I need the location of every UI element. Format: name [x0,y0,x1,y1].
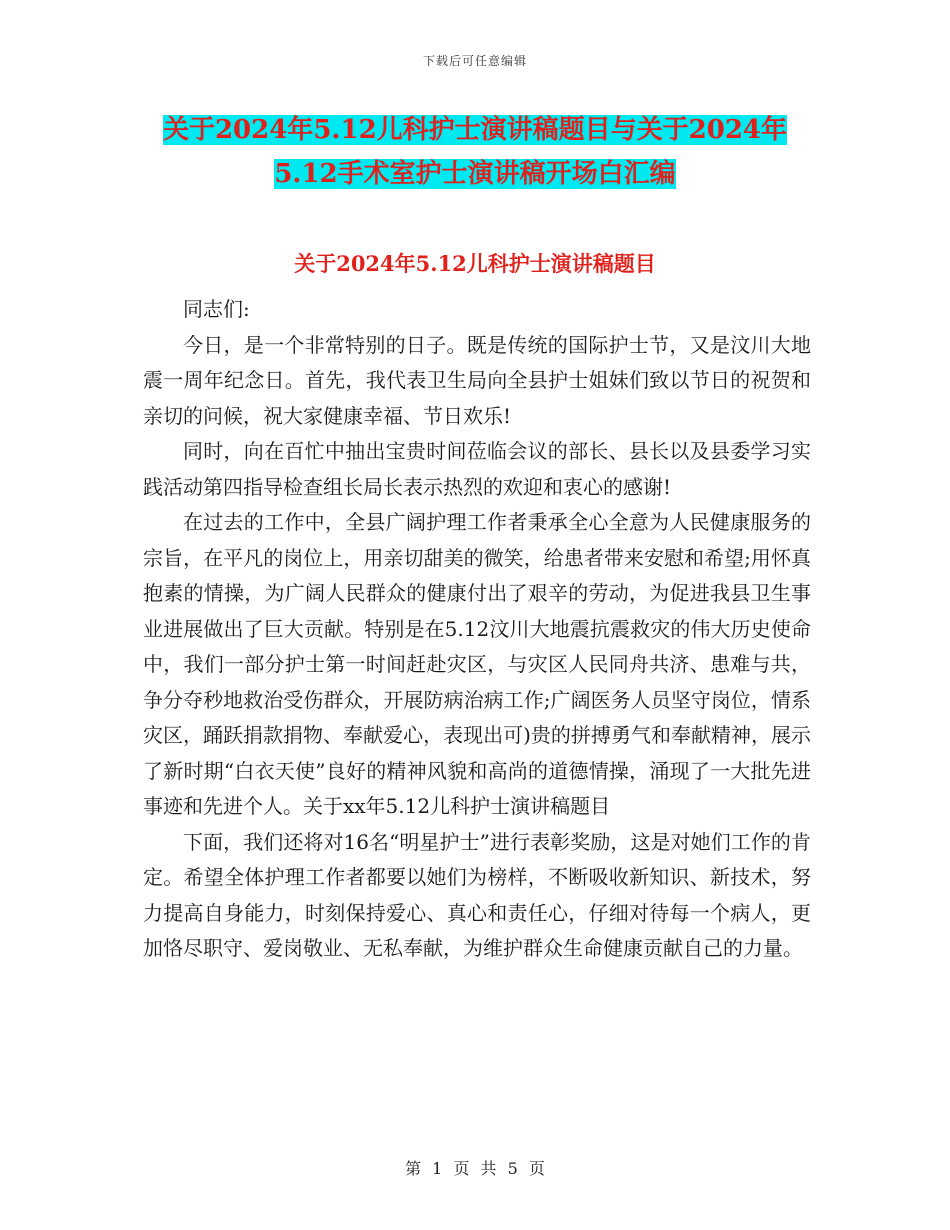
body-paragraph: 下面，我们还将对16名“明星护士”进行表彰奖励，这是对她们工作的肯定。希望全体护理工作者都要以她们为榜样，不断吸收新知识、新技术，努力提高自身能力，时刻保持爱心、真心和责任心，仔细对待每一个病人，更加恪尽职守、爱岗敬业、无私奉献，为维护群众生命健康贡献自己的力量。 [143,829,811,960]
body-paragraph: 同时，向在百忙中抽出宝贵时间莅临会议的部长、县长以及县委学习实践活动第四指导检查组长局长表示热烈的欢迎和衷心的感谢! [143,439,811,499]
document-title-line-1: 关于2024年5.12儿科护士演讲稿题目与关于2024年 [162,115,788,145]
document-title-line-2: 5.12手术室护士演讲稿开场白汇编 [274,159,676,189]
document-title [140,108,810,196]
salutation-paragraph: 同志们: [183,297,250,321]
body-paragraph: 今日，是一个非常特别的日子。既是传统的国际护士节，又是汶川大地震一周年纪念日。首先，我代表卫生局向全县护士姐妹们致以节日的祝贺和亲切的问候，祝大家健康幸福、节日欢乐! [143,332,811,428]
document-body [143,292,811,967]
page-header-note: 下载后可任意编辑 [422,54,527,68]
page-number-footer: 第 1 页 共 5 页 [405,1159,545,1178]
body-paragraph: 在过去的工作中，全县广阔护理工作者秉承全心全意为人民健康服务的宗旨，在平凡的岗位上，用亲切甜美的微笑，给患者带来安慰和希望;用怀真抱素的情操，为广阔人民群众的健康付出了艰辛的劳动，为促进我县卫生事业进展做出了巨大贡献。特别是在5.12汶川大地震抗震救灾的伟大历史使命中，我们一部分护士第一时间赶赴灾区，与灾区人民同舟共济、患难与共，争分夺秒地救治受伤群众，开展防病治病工作;广阔医务人员坚守岗位，情系灾区，踊跃捐款捐物、奉献爱心，表现出可)贵的拼搏勇气和奉献精神，展示了新时期“白衣天使”良好的精神风貌和高尚的道德情操，涌现了一大批先进事迹和先进个人。关于xx年5.12儿科护士演讲稿题目 [143,510,811,818]
section-title: 关于2024年5.12儿科护士演讲稿题目 [294,251,656,276]
